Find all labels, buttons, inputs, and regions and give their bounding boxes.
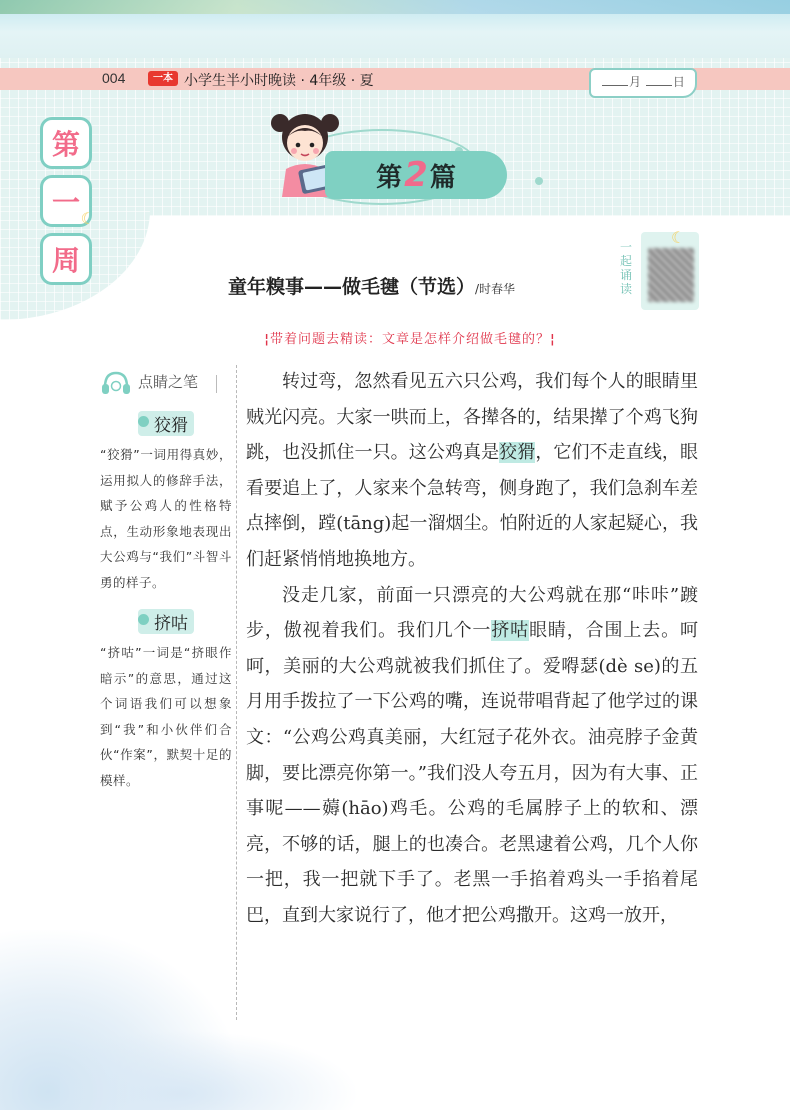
text-run: 眼睛，合围上去。呵呵，美丽的大公鸡就被我们抓住了。爱嘚瑟(dè se)的五月用手拨拉了一下公鸡的嘴，连说带唱背起了他学过的课文：“公鸡公鸡真美丽，大红冠子花外衣。油亮脖子金黄脚，要比漂亮你第一。”我们没人夸五月，因为有大事、正事呢——薅(hāo)鸡毛。公鸡的毛属脖子上的软和、漂亮，不够的话，腿上的也凑合。老黑逮着公鸡，几个人你一把，我一把就下手了。老黑一手掐着鸡头一手掐着尾巴，直到大家说行了，他才把公鸡撒开。这鸡一放开， <box>246 620 699 926</box>
qr-code-image <box>648 248 694 302</box>
chapter-number: 2 <box>404 155 428 195</box>
note-term: 挤咕 <box>138 609 194 634</box>
highlighted-term: 狡猾 <box>499 442 536 464</box>
week-char-2 <box>40 175 95 228</box>
text-run: 没走几家，前面一只漂亮的大公鸡就在那“咔咔”踱步，傲视着我们。我们几个一 <box>246 584 698 642</box>
book-title: 小学生半小时晚读 · 4年级 · 夏 <box>184 73 374 89</box>
moon-icon: ☾ <box>80 209 95 228</box>
sidebar-heading <box>100 365 232 399</box>
text-run: ，它们不走直线，眼看要追上了，人家来个急转弯，侧身跑了，我们急刹车差点摔倒，蹚(tāng)起一溜烟尘。怕附近的人家起疑心，我们赶紧悄悄地换地方。 <box>246 442 699 570</box>
guide-question <box>200 328 620 347</box>
annotation-sidebar <box>100 365 232 793</box>
guide-text: 带着问题去精读：文章是怎样介绍做毛毽的？ <box>269 332 550 347</box>
note-term: 狡猾 <box>138 411 194 436</box>
chapter-prefix: 第 <box>376 162 403 193</box>
guide-bar-left: ¦ <box>264 332 270 347</box>
headphones-icon <box>100 369 132 395</box>
chapter-suffix: 篇 <box>429 162 456 193</box>
article-title <box>228 272 515 299</box>
top-scenery <box>0 0 790 58</box>
article-body <box>246 364 698 934</box>
week-char-1 <box>40 117 92 169</box>
day-label: 日 <box>672 75 685 89</box>
note-text: “狡猾”一词用得真妙，运用拟人的修辞手法，赋予公鸡人的性格特点，生动形象地表现出大公鸡与“我们”斗智斗勇的样子。 <box>100 447 232 590</box>
highlighted-term: 挤咕 <box>491 620 530 642</box>
page-number: 004 <box>102 70 126 86</box>
decor-dot <box>535 177 543 185</box>
week-char-3 <box>40 233 92 285</box>
qr-code[interactable] <box>641 228 699 310</box>
bottom-scenery <box>60 1030 360 1110</box>
paragraph <box>246 578 698 934</box>
read-aloud-label: 一起诵读 <box>619 240 632 296</box>
heading-divider <box>216 375 217 393</box>
paragraph <box>246 364 698 578</box>
week-label <box>40 117 96 291</box>
column-divider <box>236 365 237 1020</box>
moon-icon: ☾ <box>671 228 686 247</box>
guide-bar-right: ¦ <box>550 332 556 347</box>
week-char-text: 周 <box>51 244 80 277</box>
grass-strip <box>0 0 790 14</box>
chapter-title <box>325 151 507 199</box>
title-author: /时春华 <box>475 282 516 296</box>
note-text: “挤咕”一词是“挤眼作暗示”的意思，通过这个词语我们可以想象到“我”和小伙伴们合伙“作案”，默契十足的模样。 <box>100 645 232 788</box>
chapter-banner <box>255 107 555 213</box>
day-blank <box>646 73 672 86</box>
sidebar-heading-text: 点睛之笔 <box>138 373 199 391</box>
date-field <box>589 68 697 98</box>
title-main: 童年糗事——做毛毽（节选） <box>228 276 476 298</box>
brand-badge: 一本 <box>148 71 178 86</box>
month-label: 月 <box>629 75 642 89</box>
month-blank <box>602 73 628 86</box>
week-char-text: 第 <box>51 128 80 161</box>
week-char-text: 一 <box>51 186 80 219</box>
text-run: 转过弯，忽然看见五六只公鸡，我们每个人的眼睛里贼光闪亮。大家一哄而上，各撵各的，结果撵了个鸡飞狗跳，也没抓住一只。这公鸡真是 <box>246 371 698 464</box>
